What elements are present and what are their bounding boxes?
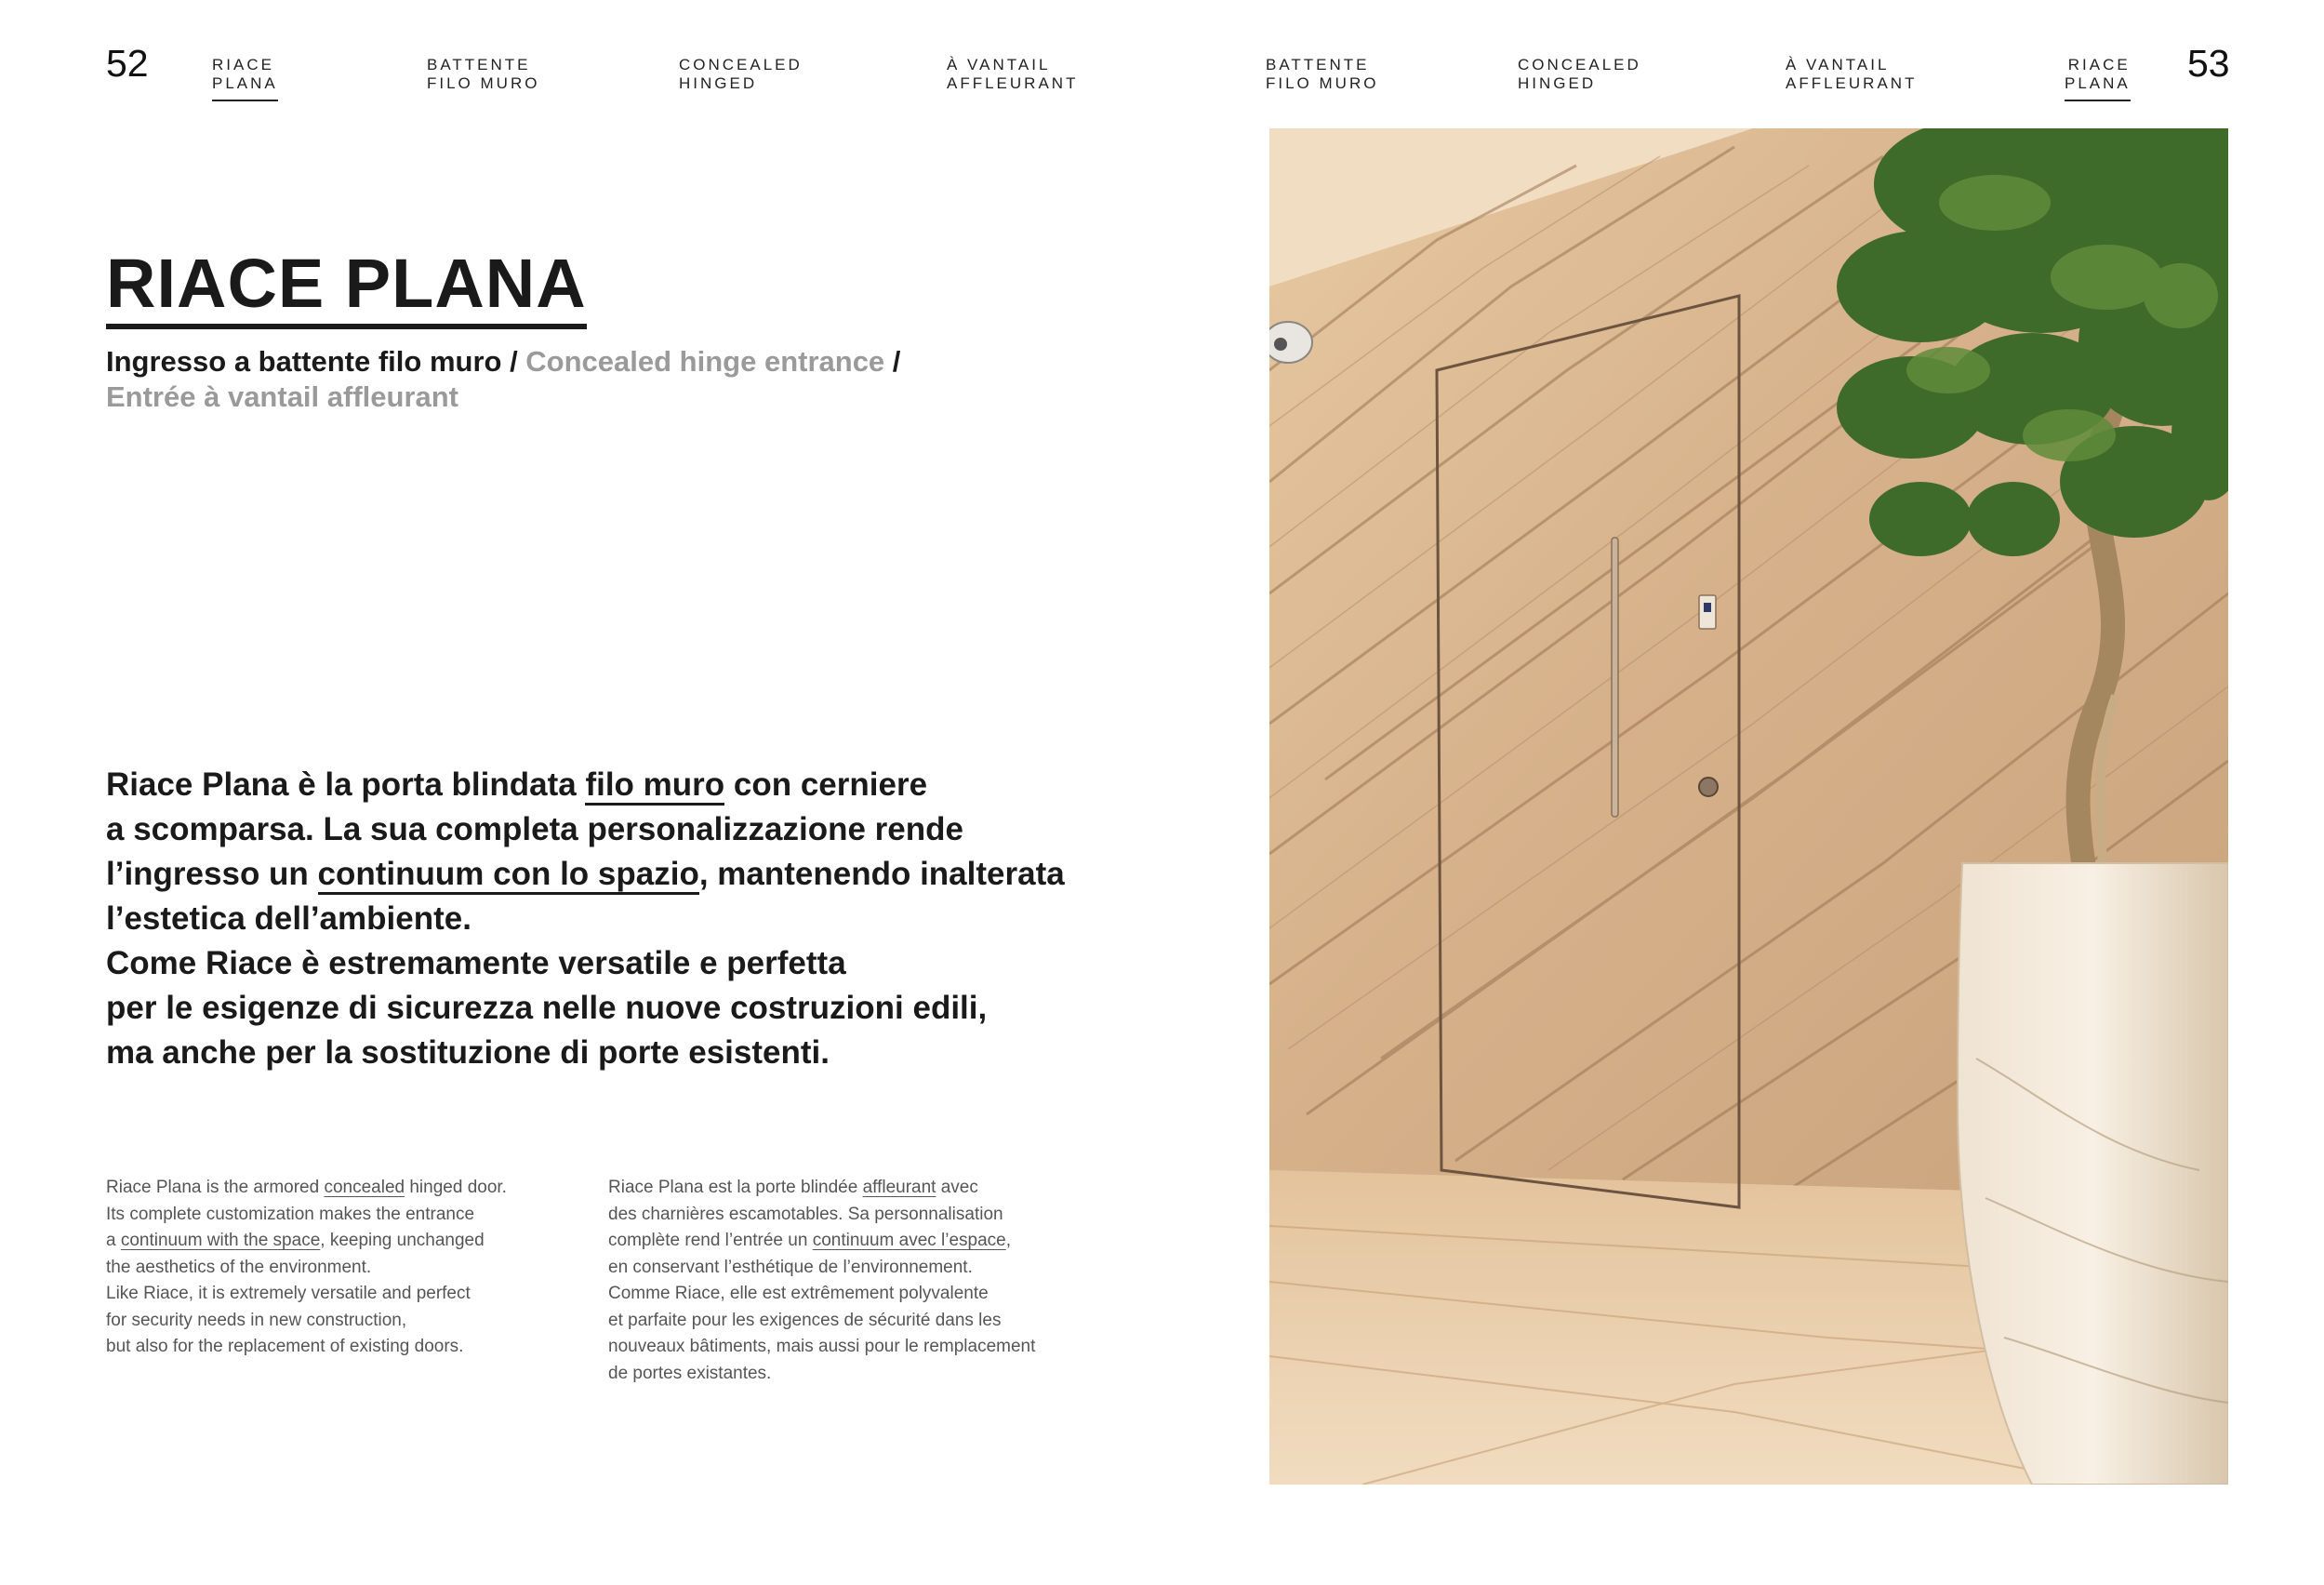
body-text: the aesthetics of the environment. bbox=[106, 1257, 372, 1277]
lead-highlight: continuum con lo spazio bbox=[318, 856, 699, 895]
lead-text: l’estetica dell’ambiente. bbox=[106, 900, 471, 937]
body-text: Its complete customization makes the entrance bbox=[106, 1204, 475, 1224]
nav-concealed-hinged-right[interactable] bbox=[1518, 56, 1641, 93]
body-text: nouveaux bâtiments, mais aussi pour le remplacement bbox=[608, 1337, 1036, 1356]
nav-label-line2: FILO MURO bbox=[427, 74, 540, 92]
marble-door-illustration bbox=[1269, 128, 2228, 1485]
lead-paragraph-italian bbox=[106, 763, 1092, 1075]
nav-riace-plana-right[interactable] bbox=[2065, 56, 2131, 101]
body-text: a bbox=[106, 1231, 121, 1250]
nav-label-line2: HINGED bbox=[679, 74, 758, 92]
body-text: for security needs in new construction, bbox=[106, 1310, 407, 1330]
nav-label-line2: AFFLEURANT bbox=[947, 74, 1079, 92]
nav-label-line2: HINGED bbox=[1518, 74, 1597, 92]
lead-text: Riace Plana è la porta blindata bbox=[106, 766, 586, 803]
nav-label-line1: BATTENTE bbox=[427, 56, 531, 73]
body-text: complète rend l’entrée un bbox=[608, 1231, 813, 1250]
subtitle-french: Entrée à vantail affleurant bbox=[106, 380, 459, 413]
nav-battente-filo-muro-left[interactable] bbox=[427, 56, 539, 93]
nav-label-line1: BATTENTE bbox=[1266, 56, 1370, 73]
lead-text: , mantenendo inalterata bbox=[698, 856, 1065, 892]
nav-battente-filo-muro-right[interactable] bbox=[1266, 56, 1378, 93]
nav-label-line2: PLANA bbox=[2065, 74, 2131, 92]
paragraph-french bbox=[608, 1175, 1092, 1387]
lead-text: a scomparsa. La sua completa personalizzazione rende bbox=[106, 811, 963, 847]
nav-a-vantail-affleurant-right[interactable] bbox=[1786, 56, 1917, 93]
nav-label-line2: PLANA bbox=[212, 74, 278, 92]
page-subtitle bbox=[106, 344, 999, 415]
nav-label-line1: CONCEALED bbox=[1518, 56, 1641, 73]
door-handle-bar bbox=[1612, 538, 1618, 817]
camera-lens-icon bbox=[1274, 338, 1287, 351]
subtitle-separator: / bbox=[501, 345, 526, 378]
body-text: Riace Plana est la porte blindée bbox=[608, 1178, 863, 1197]
page-title: RIACE PLANA bbox=[106, 244, 587, 329]
body-text: , keeping unchanged bbox=[320, 1231, 485, 1250]
body-text: hinged door. bbox=[405, 1178, 507, 1197]
subtitle-italian: Ingresso a battente filo muro bbox=[106, 345, 502, 378]
body-text: Riace Plana is the armored bbox=[106, 1178, 325, 1197]
nav-label-line1: À VANTAIL bbox=[1786, 56, 1890, 73]
lead-text: Come Riace è estremamente versatile e perfetta bbox=[106, 945, 846, 981]
body-text: but also for the replacement of existing doors. bbox=[106, 1337, 464, 1356]
body-highlight: concealed bbox=[324, 1178, 405, 1197]
nav-label-line2: FILO MURO bbox=[1266, 74, 1379, 92]
page-number-left: 52 bbox=[106, 42, 149, 85]
nav-riace-plana-left[interactable] bbox=[212, 56, 278, 101]
nav-label-line1: CONCEALED bbox=[679, 56, 803, 73]
body-highlight: affleurant bbox=[862, 1178, 936, 1197]
nav-label-line1: RIACE bbox=[2067, 56, 2131, 73]
body-text: Like Riace, it is extremely versatile and perfect bbox=[106, 1284, 471, 1303]
planter-pot bbox=[1958, 863, 2228, 1485]
nav-a-vantail-affleurant-left[interactable] bbox=[947, 56, 1078, 93]
nav-label-line1: RIACE bbox=[212, 56, 274, 73]
nav-label-line1: À VANTAIL bbox=[947, 56, 1051, 73]
nav-label-line2: AFFLEURANT bbox=[1786, 74, 1918, 92]
body-highlight: continuum with the space bbox=[120, 1231, 321, 1250]
body-text: en conservant l’esthétique de l’environnement. bbox=[608, 1257, 973, 1277]
key-cylinder-icon bbox=[1699, 778, 1718, 796]
body-text: Comme Riace, elle est extrêmement polyvalente bbox=[608, 1284, 989, 1303]
body-text: des charnières escamotables. Sa personnalisation bbox=[608, 1204, 1003, 1224]
subtitle-separator: / bbox=[884, 345, 901, 378]
lock-screen-icon bbox=[1704, 603, 1711, 612]
product-photo bbox=[1269, 128, 2228, 1485]
body-text: , bbox=[1005, 1231, 1012, 1250]
lead-text: l’ingresso un bbox=[106, 856, 318, 892]
lead-text: con cerniere bbox=[724, 766, 928, 803]
subtitle-english: Concealed hinge entrance bbox=[525, 345, 885, 378]
body-text: de portes existantes. bbox=[608, 1363, 772, 1383]
lead-text: per le esigenze di sicurezza nelle nuove costruzioni edili, bbox=[106, 990, 988, 1026]
lead-text: ma anche per la sostituzione di porte esistenti. bbox=[106, 1034, 830, 1071]
body-text: avec bbox=[936, 1178, 978, 1197]
lead-highlight: filo muro bbox=[585, 766, 724, 806]
body-highlight: continuum avec l’espace bbox=[812, 1231, 1006, 1250]
paragraph-english bbox=[106, 1175, 571, 1361]
body-text: et parfaite pour les exigences de sécurité dans les bbox=[608, 1310, 1002, 1330]
nav-concealed-hinged-left[interactable] bbox=[679, 56, 803, 93]
page-number-right: 53 bbox=[2187, 42, 2230, 85]
